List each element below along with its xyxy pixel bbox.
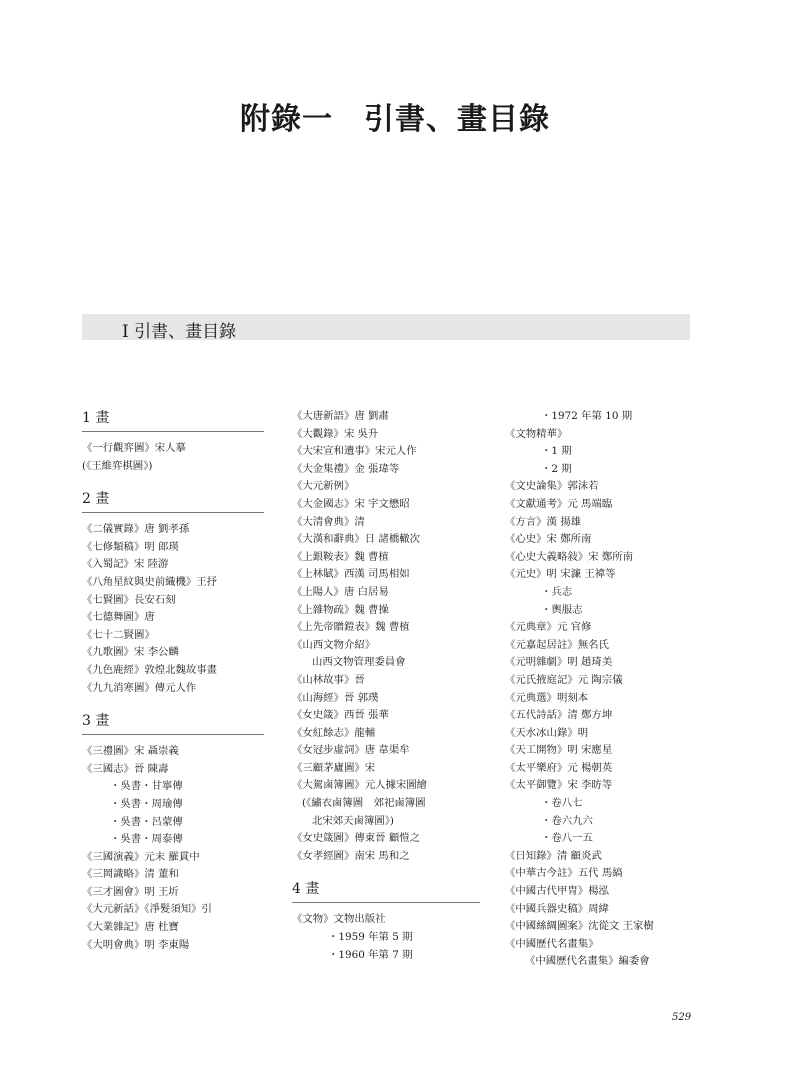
index-entry: ・吳書・甘寧傳: [110, 780, 183, 793]
index-entry: 《五代詩話》清 鄭方坤: [505, 709, 613, 722]
index-entry: 《山西文物介紹》: [292, 638, 376, 651]
index-entry: 《上先帝贈鎧表》魏 曹植: [292, 621, 410, 634]
entry-subgroup: [82, 778, 264, 848]
index-entry: 《元典章》元 官修: [505, 621, 592, 634]
index-entry: 《太平樂府》元 楊朝英: [505, 761, 613, 774]
index-entry: 《上陽人》唐 白居易: [292, 585, 389, 598]
entry-subgroup: [505, 443, 695, 478]
index-entry: 《大元新例》: [292, 480, 355, 493]
entry-group: [82, 849, 264, 955]
index-entry: ・2 期: [541, 462, 572, 475]
index-entry: 《大明會典》明 李東陽: [82, 938, 190, 951]
index-entry: ・吳書・周泰傳: [110, 833, 183, 846]
entry-group: [292, 830, 480, 865]
index-entry: 山西文物管理委員會: [312, 656, 406, 669]
index-entry: 《元明雜劇》明 趙琦美: [505, 656, 613, 669]
index-entry: ・1 期: [541, 445, 572, 458]
index-entry: 《文物精華》: [505, 427, 568, 440]
index-entry: 《三顧茅廬圖》宋: [292, 761, 376, 774]
index-entry: 《大金國志》宋 宇文懋昭: [292, 497, 410, 510]
entry-group: [505, 426, 695, 444]
index-entry: 《七德舞圖》唐: [82, 611, 155, 624]
index-entry: 《上銀鞍表》魏 曹植: [292, 550, 389, 563]
index-entry: 《元典選》明刻本: [505, 691, 589, 704]
index-entry: 《天工開物》明 宋應星: [505, 744, 613, 757]
index-entry: 《女史箴圖》傳東晉 顧愷之: [292, 832, 420, 845]
entry-subgroup: [505, 795, 695, 848]
entry-group: [505, 848, 695, 954]
index-entry: 《大唐新語》唐 劉肅: [292, 410, 389, 422]
index-entry: 《八角星紋與史前織機》王抒: [82, 575, 218, 588]
index-entry: 北宋郊天鹵簿圖》): [312, 814, 394, 827]
index-entry: 《心史大義略敍》宋 鄭所南: [505, 550, 633, 563]
stroke-heading-2: 2 畫: [82, 489, 264, 513]
entry-group: [82, 440, 264, 475]
index-entry: 《大金集禮》金 張瑋等: [292, 462, 400, 475]
index-entry: 《七修類稿》明 郎瑛: [82, 540, 179, 553]
entry-group: [82, 743, 264, 778]
index-entry: (《繡衣鹵簿圖 郊祀鹵簿圖: [302, 797, 426, 810]
index-entry: 《大駕鹵簿圖》元人據宋圖繪: [292, 779, 428, 792]
index-entry: 《入蜀記》宋 陸游: [82, 558, 169, 571]
index-entry: ・吳書・周瑜傳: [110, 797, 183, 810]
index-entry: 《山林故事》晉: [292, 673, 365, 686]
entry-continuation: [292, 795, 480, 813]
index-entry: ・卷八一五: [541, 832, 593, 845]
stroke-heading-1: 1 畫: [82, 408, 264, 432]
index-entry: 《太平御覽》宋 李昉等: [505, 779, 613, 792]
index-entry: 《女紅餘志》龍輔: [292, 726, 376, 739]
index-entry: 《女史箴》西晉 張華: [292, 709, 389, 722]
index-entry: 《山海經》晉 郭璞: [292, 691, 379, 704]
index-entry: 《元氏掖庭記》元 陶宗儀: [505, 673, 623, 686]
index-entry: ・吳書・呂蒙傳: [110, 815, 183, 828]
index-entry: 《大宋宣和遺事》宋元人作: [292, 445, 417, 458]
index-entry: 《二儀實錄》唐 劉孝孫: [82, 523, 190, 536]
entry-continuation: [505, 953, 695, 971]
chapter-title: 附錄一 引書、畫目錄: [240, 102, 550, 137]
index-entry: 《三禮圖》宋 聶崇義: [82, 745, 179, 758]
entry-subgroup: [505, 584, 695, 619]
index-entry: 《文史論集》郭沫若: [505, 480, 599, 493]
index-entry: 《三才圖會》明 王圻: [82, 885, 179, 898]
index-entry: 《大業雜記》唐 杜寶: [82, 921, 179, 934]
index-entry: 《上林賦》西漢 司馬相如: [292, 568, 410, 581]
page-number: 529: [672, 1012, 692, 1023]
index-entry: 《心史》宋 鄭所南: [505, 533, 592, 546]
entry-group: [82, 521, 264, 697]
index-entry: 《中國歷代名畫集》編委會: [525, 955, 650, 968]
index-entry: (《王維弈棋圖》): [82, 459, 153, 472]
index-entry: 《女孝經圖》南宋 馬和之: [292, 849, 410, 862]
index-entry: 《元史》明 宋濂 王褘等: [505, 568, 616, 581]
index-entry: ・1960 年第 7 期: [328, 948, 413, 961]
index-entry: ・兵志: [541, 585, 573, 598]
entry-continuation: [292, 813, 480, 831]
index-entry: 《中國絲綢圖案》沈從文 王家樹: [505, 920, 654, 933]
entry-subgroup: [505, 408, 695, 426]
index-entry: ・卷六九六: [541, 814, 593, 827]
index-entry: ・輿服志: [541, 603, 583, 616]
index-entry: 《三國演義》元末 羅貫中: [82, 850, 200, 863]
index-entry: 《三國志》晉 陳壽: [82, 762, 169, 775]
index-entry: ・1972 年第 10 期: [541, 410, 633, 422]
index-entry: 《天水冰山錄》明: [505, 726, 589, 739]
index-entry: 《文獻通考》元 馬端臨: [505, 497, 613, 510]
index-entry: 《上雜物疏》魏 曹操: [292, 603, 389, 616]
index-entry: 《中國兵器史稿》周緯: [505, 902, 609, 915]
index-entry: 《方言》漢 揚雄: [505, 515, 582, 528]
index-entry: 《三岡識略》清 董和: [82, 868, 179, 881]
index-entry: 《中華古今註》五代 馬縞: [505, 867, 623, 880]
entry-group: [292, 911, 480, 929]
index-entry: 《中國歷代名畫集》: [505, 937, 599, 950]
index-entry: 《大漢和辭典》日 諸橋轍次: [292, 533, 420, 546]
index-entry: 《元嘉起居註》無名氏: [505, 638, 609, 651]
index-entry: 《九色鹿經》敦煌北魏故事畫: [82, 663, 218, 676]
stroke-heading-3: 3 畫: [82, 711, 264, 735]
index-entry: 《一行觀弈圖》宋人摹: [82, 442, 186, 454]
entry-subgroup: [292, 929, 480, 964]
index-entry: 《女冠步虛詞》唐 韋渠牟: [292, 744, 410, 757]
index-entry: 《七十二賢圖》: [82, 628, 155, 641]
entry-group: [505, 619, 695, 795]
stroke-heading-4: 4 畫: [292, 879, 480, 903]
section-header-bar: [82, 314, 690, 340]
index-entry: 《大元新話》《淨髮須知》引: [82, 903, 212, 916]
index-entry: ・卷八七: [541, 797, 583, 810]
index-entry: 《中國古代甲冑》楊泓: [505, 885, 609, 898]
entry-group: [292, 672, 480, 795]
entry-group: [292, 408, 480, 654]
section-title: Ⅰ 引書、畫目錄: [122, 322, 237, 342]
entry-continuation: [292, 654, 480, 672]
index-entry: 《九九消寒圖》傳元人作: [82, 681, 197, 694]
index-entry: 《日知錄》清 顧炎武: [505, 849, 602, 862]
index-entry: 《文物》文物出版社: [292, 913, 386, 926]
index-column-1: [82, 408, 264, 954]
entry-group: [505, 478, 695, 584]
index-column-2: [292, 408, 480, 964]
index-column-3: [505, 408, 695, 971]
index-entry: 《大觀錄》宋 吳升: [292, 427, 379, 440]
index-entry: ・1959 年第 5 期: [328, 931, 413, 944]
index-entry: 《九歌圖》宋 李公麟: [82, 646, 179, 659]
index-entry: 《大清會典》清: [292, 515, 365, 528]
index-entry: 《七賢圖》長安石刻: [82, 593, 176, 606]
